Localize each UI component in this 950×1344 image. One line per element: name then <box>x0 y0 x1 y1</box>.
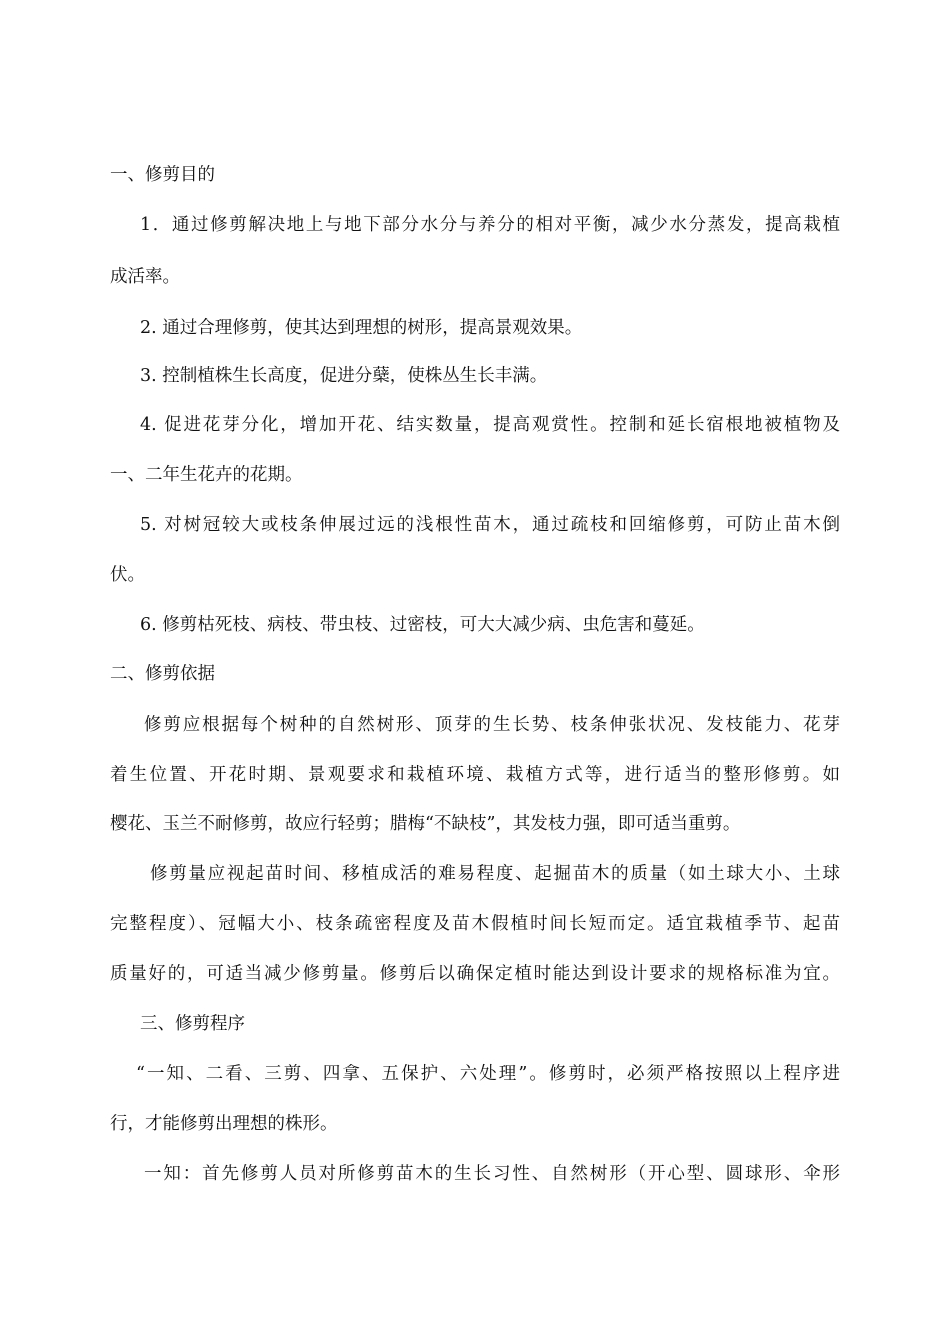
basis-para-1-line-3: 樱花、玉兰不耐修剪，故应行轻剪；腊梅“不缺枝”，其发枝力强，即可适当重剪。 <box>110 814 741 834</box>
procedure-para-1-line-2: 行，才能修剪出理想的株形。 <box>110 1114 338 1134</box>
section-heading-purpose: 一、修剪目的 <box>110 165 215 185</box>
procedure-para-1-line-1: “一知、二看、三剪、四拿、五保护、六处理”。修剪时，必须严格按照以上程序进 <box>136 1064 840 1084</box>
purpose-item-6: 6. 修剪枯死枝、病枝、带虫枝、过密枝，可大大减少病、虫危害和蔓延。 <box>140 615 705 635</box>
purpose-item-5-line-1: 5. 对树冠较大或枝条伸展过远的浅根性苗木，通过疏枝和回缩修剪，可防止苗木倒 <box>140 515 840 535</box>
basis-para-1-line-2: 着生位置、开花时期、景观要求和栽植环境、栽植方式等，进行适当的整形修剪。如 <box>110 765 840 785</box>
purpose-item-3: 3. 控制植株生长高度，促进分蘖，使株丛生长丰满。 <box>140 366 548 386</box>
section-heading-basis: 二、修剪依据 <box>110 664 215 684</box>
purpose-item-1-line-1: 1．通过修剪解决地上与地下部分水分与养分的相对平衡，减少水分蒸发，提高栽植 <box>140 215 840 235</box>
basis-para-2-line-1: 修剪量应视起苗时间、移植成活的难易程度、起掘苗木的质量（如土球大小、土球 <box>150 864 840 884</box>
purpose-item-4-line-1: 4. 促进花芽分化，增加开花、结实数量，提高观赏性。控制和延长宿根地被植物及 <box>140 415 840 435</box>
basis-para-2-line-2: 完整程度）、冠幅大小、枝条疏密程度及苗木假植时间长短而定。适宜栽植季节、起苗 <box>110 914 840 934</box>
basis-para-2-line-3: 质量好的，可适当减少修剪量。修剪后以确保定植时能达到设计要求的规格标准为宜。 <box>110 964 840 984</box>
purpose-item-2: 2. 通过合理修剪，使其达到理想的树形，提高景观效果。 <box>140 318 583 338</box>
basis-para-1-line-1: 修剪应根据每个树种的自然树形、顶芽的生长势、枝条伸张状况、发枝能力、花芽 <box>144 715 840 735</box>
purpose-item-4-line-2: 一、二年生花卉的花期。 <box>110 465 303 485</box>
purpose-item-1-line-2: 成活率。 <box>110 267 180 287</box>
section-heading-procedure: 三、修剪程序 <box>140 1014 245 1034</box>
procedure-para-2-line-1: 一知：首先修剪人员对所修剪苗木的生长习性、自然树形（开心型、圆球形、伞形 <box>144 1164 840 1184</box>
purpose-item-5-line-2: 伏。 <box>110 565 145 585</box>
